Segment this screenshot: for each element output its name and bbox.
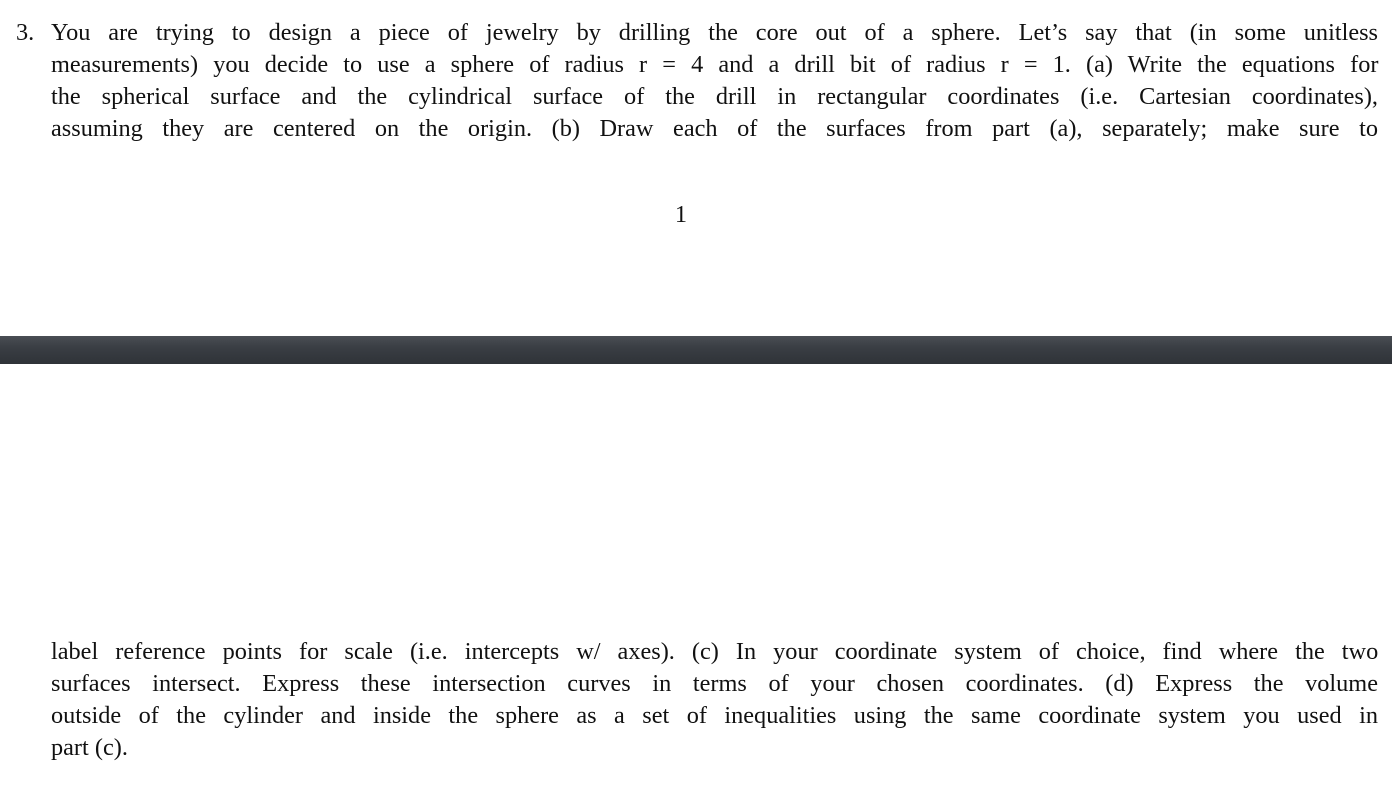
text-line: label reference points for scale (i.e. intercepts w/ axes). (c) In your coordinate system of choice, find where the two <box>51 638 1379 665</box>
text-line: part (c). <box>51 734 128 761</box>
page-separator <box>0 336 1392 364</box>
text-line: the spherical surface and the cylindrical surface of the drill in rectangular coordinates (i.e. Cartesian coordinates), <box>51 83 1378 110</box>
page-number: 1 <box>674 201 688 228</box>
text-line: outside of the cylinder and inside the sphere as a set of inequalities using the same coordinate system you used in <box>51 702 1378 729</box>
text-line: You are trying to design a piece of jewelry by drilling the core out of a sphere. Let’s say that (in some unitless <box>51 19 1379 46</box>
problem-text-top <box>16 17 1379 145</box>
problem-number: 3. <box>16 19 35 46</box>
problem-text-bottom <box>51 636 1378 764</box>
text-line: assuming they are centered on the origin. (b) Draw each of the surfaces from part (a), separately; make sure to <box>51 115 1378 142</box>
text-line: surfaces intersect. Express these intersection curves in terms of your chosen coordinates. (d) Express the volume <box>51 670 1378 697</box>
document-page-1 <box>0 0 1392 336</box>
text-line: measurements) you decide to use a sphere of radius r = 4 and a drill bit of radius r = 1. (a) Write the equations for <box>51 51 1379 78</box>
